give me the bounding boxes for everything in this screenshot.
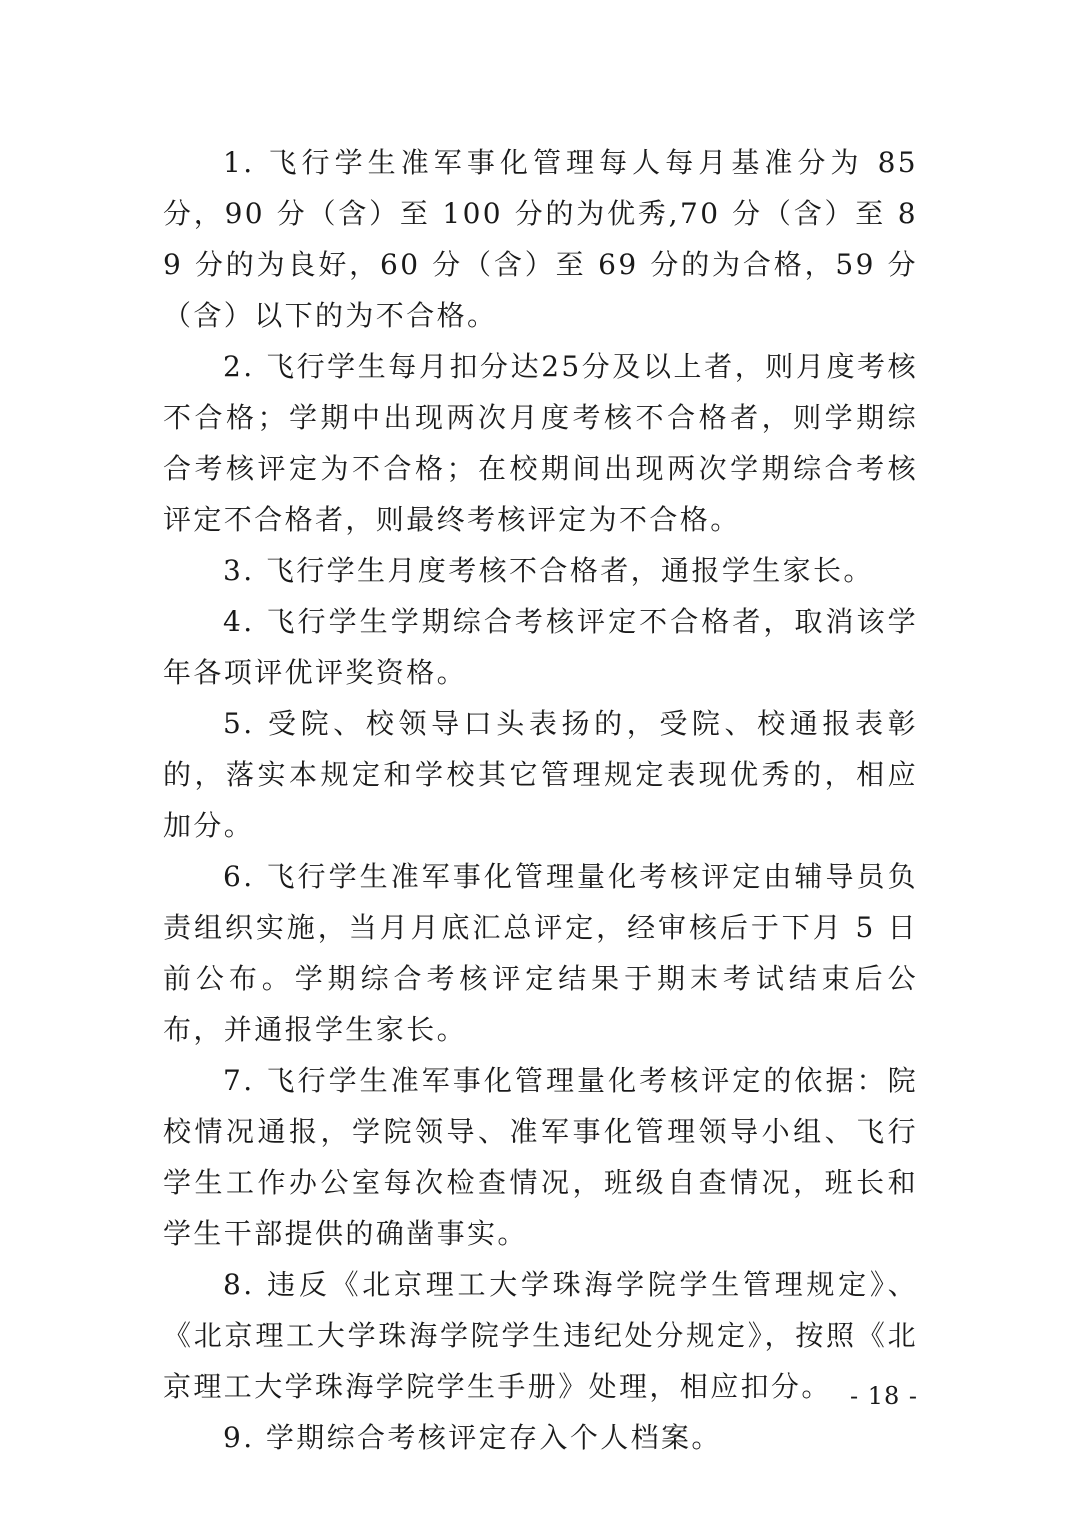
document-body bbox=[163, 137, 918, 1463]
paragraph-9: 9. 学期综合考核评定存入个人档案。 bbox=[223, 1421, 722, 1454]
paragraph-6: 6. 飞行学生准军事化管理量化考核评定由辅导员负责组织实施，当月月底汇总评定，经审核后于下月 5 日前公布。学期综合考核评定结果于期末考试结束后公布，并通报学生家长。 bbox=[163, 860, 918, 1046]
paragraph-5: 5. 受院、校领导口头表扬的，受院、校通报表彰的，落实本规定和学校其它管理规定表现优秀的，相应加分。 bbox=[163, 707, 918, 842]
paragraph-4: 4. 飞行学生学期综合考核评定不合格者，取消该学年各项评优评奖资格。 bbox=[163, 605, 918, 689]
paragraph-7: 7. 飞行学生准军事化管理量化考核评定的依据：院校情况通报，学院领导、准军事化管理领导小组、飞行学生工作办公室每次检查情况，班级自查情况，班长和学生干部提供的确凿事实。 bbox=[163, 1064, 918, 1250]
paragraph-8: 8. 违反《北京理工大学珠海学院学生管理规定》、《北京理工大学珠海学院学生违纪处分规定》，按照《北京理工大学珠海学院学生手册》处理，相应扣分。 bbox=[163, 1268, 918, 1403]
paragraph-3: 3. 飞行学生月度考核不合格者，通报学生家长。 bbox=[223, 554, 874, 587]
paragraph-2: 2. 飞行学生每月扣分达25分及以上者，则月度考核不合格；学期中出现两次月度考核不合格者，则学期综合考核评定为不合格；在校期间出现两次学期综合考核评定不合格者，则最终考核评定为不合格。 bbox=[163, 350, 918, 536]
page-number: - 18 - bbox=[849, 1382, 918, 1410]
paragraph-1: 1. 飞行学生准军事化管理每人每月基准分为 85 分，90 分（含）至 100 分的为优秀,70 分（含）至 89 分的为良好，60 分（含）至 69 分的为合格，59 分（含）以下的为不合格。 bbox=[163, 146, 918, 332]
